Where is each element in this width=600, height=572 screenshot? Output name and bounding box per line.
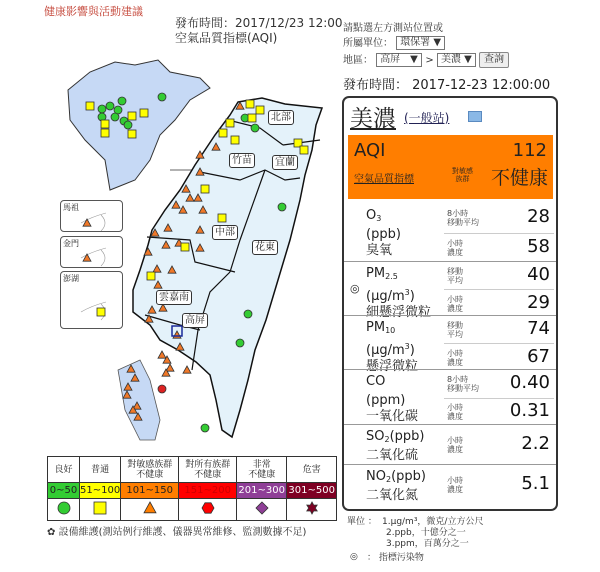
aqi-legend <box>47 456 337 521</box>
header-index: 空氣品質指標(AQI) <box>175 31 278 45</box>
station-marker[interactable] <box>158 351 166 358</box>
station-marker[interactable] <box>246 100 254 108</box>
measurement-cell <box>444 262 554 289</box>
legend-range: 151~200 <box>179 483 237 499</box>
pollutant-row <box>344 204 556 261</box>
measurement-label: 小時 濃度 <box>447 436 463 454</box>
measurement-cell <box>444 204 554 233</box>
station-marker[interactable] <box>183 366 191 373</box>
measurement-cell <box>444 233 554 262</box>
measurement-label: 小時 濃度 <box>447 476 463 494</box>
station-marker[interactable] <box>201 185 209 193</box>
measurement-cell <box>444 343 554 370</box>
region-label[interactable]: 宜蘭 <box>272 155 298 170</box>
measurement-value: 0.40 <box>509 371 550 393</box>
legend-triangle-icon <box>121 499 179 521</box>
measurement-value: 0.31 <box>509 400 550 422</box>
map-inset[interactable] <box>60 271 123 329</box>
station-marker[interactable] <box>118 97 126 105</box>
station-marker[interactable] <box>219 129 227 137</box>
legend-level: 對敏感族群 不健康 <box>121 457 179 483</box>
measurement-label: 8小時 移動平均 <box>447 374 479 393</box>
map-inset[interactable] <box>60 236 123 268</box>
measurement-label: 小時 濃度 <box>447 348 463 367</box>
legend-level: 普通 <box>80 457 121 483</box>
station-marker[interactable] <box>166 364 174 371</box>
aqi-label: AQI <box>354 140 386 161</box>
measurement-label: 小時 濃度 <box>447 294 463 313</box>
measurement-label: 8小時 移動平均 <box>447 209 479 228</box>
legend-range: 201~300 <box>237 483 287 499</box>
aqi-status: 不健康 <box>490 167 548 189</box>
measurement-value: 5.1 <box>521 473 550 494</box>
legend-level: 危害 <box>287 457 337 483</box>
units-line-3: 3.ppm，百萬分之一 <box>386 539 469 549</box>
measurement-value: 40 <box>527 263 550 285</box>
station-marker[interactable] <box>128 112 136 120</box>
pollutant-name: $SO_2(ppb)$ 二氧化硫 <box>366 429 425 463</box>
station-marker[interactable] <box>106 102 114 110</box>
station-select[interactable]: 美濃 ▼ <box>437 53 476 67</box>
legend-star-icon <box>287 499 337 521</box>
publish-time: 發布時間： 2017-12-23 12:00:00 <box>343 78 551 93</box>
pollutant-name: $O_3$ (ppb) 臭氧 <box>366 208 401 258</box>
maintenance-icon: ✿ <box>47 527 56 538</box>
measurement-value: 2.2 <box>521 433 550 454</box>
measurement-label: 移動 平均 <box>447 266 463 285</box>
station-marker[interactable] <box>101 129 109 137</box>
indicator-text: ： 指標污染物 <box>367 553 424 563</box>
area-label: 地區： <box>343 55 373 66</box>
aqi-box <box>348 135 553 199</box>
station-type-link[interactable]: (一般站) <box>404 111 450 125</box>
station-marker[interactable] <box>124 121 132 129</box>
pollutant-row <box>344 424 556 464</box>
region-label[interactable]: 竹苗 <box>229 153 255 168</box>
station-marker[interactable] <box>181 243 189 251</box>
aqi-group: 對敏感 族群 <box>452 167 473 183</box>
measurement-label: 小時 濃度 <box>447 238 463 257</box>
unit-select[interactable]: 環保署 ▼ <box>396 36 445 50</box>
station-card <box>342 96 558 511</box>
region-label[interactable]: 花東 <box>252 240 278 255</box>
region-label[interactable]: 中部 <box>212 225 238 240</box>
station-marker[interactable] <box>111 113 119 121</box>
measurement-value: 58 <box>527 235 550 257</box>
indicator-pollutant-mark: ◎ <box>350 282 360 295</box>
legend-hexagon-icon <box>179 499 237 521</box>
separator: > <box>425 55 434 66</box>
station-marker[interactable] <box>201 424 209 432</box>
region-label[interactable]: 高屏 <box>182 313 208 328</box>
station-marker[interactable] <box>98 105 106 113</box>
station-marker[interactable] <box>101 120 109 128</box>
page-title: 健康影響與活動建議 <box>44 5 143 18</box>
measurement-cell <box>444 289 554 316</box>
legend-diamond-icon <box>237 499 287 521</box>
measurement-value: 28 <box>527 206 550 228</box>
station-marker[interactable] <box>231 136 239 144</box>
inset-label: 澎湖 <box>63 274 79 283</box>
map-inset[interactable] <box>60 200 123 232</box>
query-hint: 請點選左方測站位置或 <box>343 23 443 34</box>
station-marker[interactable] <box>300 146 308 154</box>
station-marker[interactable] <box>158 385 166 393</box>
region-label[interactable]: 北部 <box>268 110 294 125</box>
pollutant-name: $NO_2(ppb)$ 二氧化氮 <box>366 469 426 503</box>
measurement-value: 29 <box>527 291 550 313</box>
measurement-cell <box>444 465 554 505</box>
station-marker[interactable] <box>248 114 256 122</box>
station-marker[interactable] <box>226 119 234 127</box>
station-marker[interactable] <box>244 310 252 318</box>
units-line-1: 1.μg/m³，微克/立方公尺 <box>382 517 484 527</box>
station-marker[interactable] <box>140 109 148 117</box>
inset-label: 馬祖 <box>63 203 79 212</box>
header-publish: 發布時間：2017/12/23 12:00 <box>175 16 343 30</box>
measurement-label: 小時 濃度 <box>447 403 463 422</box>
units-label: 單位 ： <box>347 517 377 527</box>
search-button[interactable]: 查詢 <box>479 52 509 68</box>
legend-level: 非常 不健康 <box>237 457 287 483</box>
legend-level: 對所有族群 不健康 <box>179 457 237 483</box>
aqi-link[interactable]: 空氣品質指標 <box>354 174 414 185</box>
station-marker[interactable] <box>218 214 226 222</box>
pollutant-name: $PM_{10}$ $(\mu g/m^3)$ 懸浮微粒 <box>366 320 419 374</box>
units-line-2: 2.ppb，十億分之一 <box>386 528 466 538</box>
station-marker[interactable] <box>158 93 166 101</box>
pollutant-row <box>344 464 556 504</box>
pollutant-name: CO (ppm) 一氧化碳 <box>366 374 419 424</box>
measurement-cell <box>444 398 554 426</box>
legend-range: 301~500 <box>287 483 337 499</box>
legend-circle-icon <box>48 499 80 521</box>
station-marker[interactable] <box>256 106 264 114</box>
station-marker[interactable] <box>128 130 136 138</box>
legend-square-icon <box>80 499 121 521</box>
station-marker[interactable] <box>147 272 155 280</box>
chart-icon[interactable] <box>468 111 482 122</box>
area-select[interactable]: 高屏 ▼ <box>376 53 422 67</box>
legend-level: 良好 <box>48 457 80 483</box>
station-marker[interactable] <box>278 203 286 211</box>
legend-range: 51~100 <box>80 483 121 499</box>
inset-label: 金門 <box>63 239 79 248</box>
station-marker[interactable] <box>236 339 244 347</box>
station-name: 美濃 <box>350 106 396 132</box>
measurement-value: 74 <box>527 317 550 339</box>
pollutant-row <box>344 369 556 424</box>
measurement-label: 移動 平均 <box>447 320 463 339</box>
legend-range: 101~150 <box>121 483 179 499</box>
pollutant-row <box>344 261 556 320</box>
pollutant-row <box>344 315 556 374</box>
measurement-value: 67 <box>527 345 550 367</box>
station-marker[interactable] <box>86 102 94 110</box>
measurement-cell <box>444 316 554 343</box>
region-label[interactable]: 雲嘉南 <box>156 290 192 305</box>
unit-label: 所屬單位： <box>343 38 393 49</box>
map-inset-north <box>68 60 210 190</box>
legend-range: 0~50 <box>48 483 80 499</box>
pollutant-name: $PM_{2.5}$ $(\mu g/m^3)$ 細懸浮微粒 <box>366 266 432 320</box>
indicator-mark: ◎ <box>350 552 358 562</box>
aqi-value: 112 <box>512 140 547 161</box>
measurement-cell <box>444 425 554 465</box>
measurement-cell <box>444 370 554 398</box>
station-marker[interactable] <box>251 124 259 132</box>
legend-note: 設備維護(測站例行維護、儀器異常維修、監測數據不足) <box>58 527 307 538</box>
